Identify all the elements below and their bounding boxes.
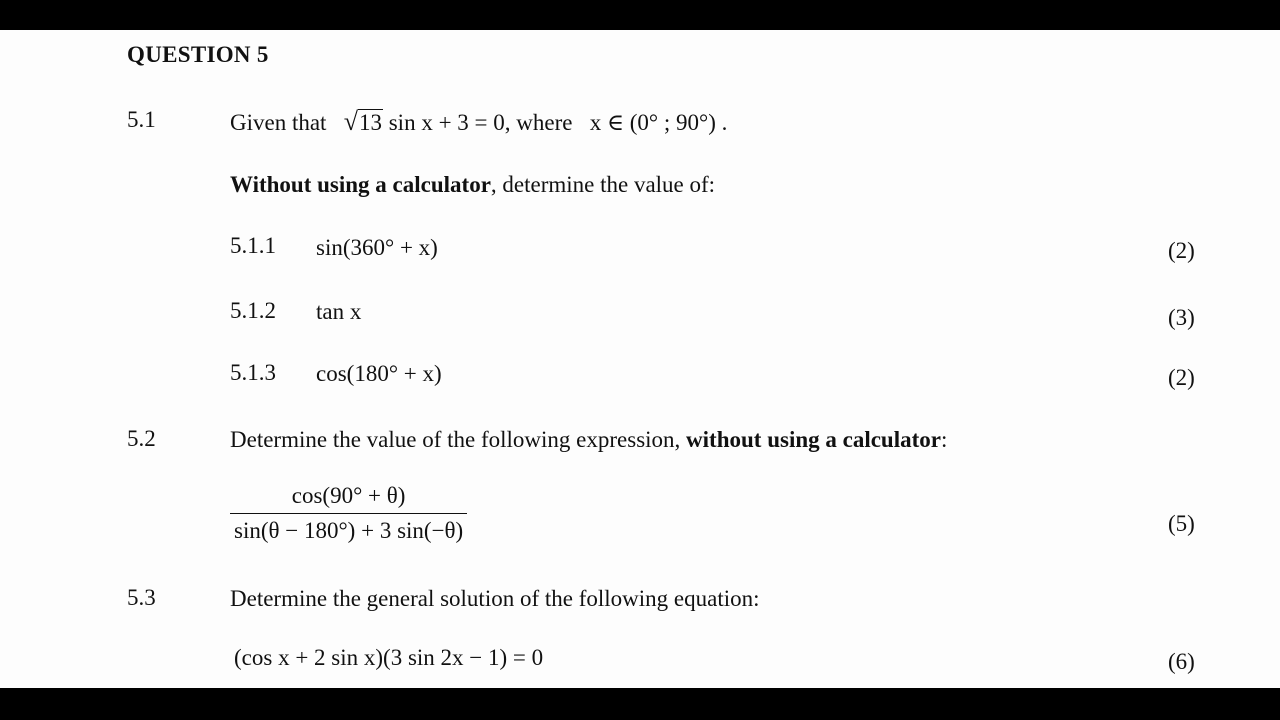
marks-label: (2) [1168, 238, 1195, 263]
marks-label: (3) [1168, 305, 1195, 330]
bottom-black-bar [0, 688, 1280, 720]
question-title: QUESTION 5 [127, 42, 269, 67]
fraction-expression [230, 483, 467, 544]
question-number-5-2: 5.2 [127, 426, 156, 451]
fraction [230, 483, 467, 544]
equation-5-3: (cos x + 2 sin x)(3 sin 2x − 1) = 0 [234, 645, 544, 670]
marks-label: (5) [1168, 511, 1195, 536]
marks-label: (2) [1168, 365, 1195, 390]
subquestion-expression: sin(360° + x) [316, 235, 438, 260]
statement-end: : [940, 427, 948, 452]
domain: x ∈ (0° ; 90°) . [589, 110, 728, 135]
subquestion-expression: cos(180° + x) [316, 361, 442, 386]
top-black-bar [0, 0, 1280, 30]
fraction-numerator: cos(90° + θ) [291, 483, 406, 508]
question-5-2-statement [230, 427, 947, 453]
given-text: Given that [230, 110, 327, 135]
question-5-1-statement [230, 107, 727, 137]
subquestion-number: 5.1.2 [230, 298, 276, 323]
sqrt-icon: √ [343, 107, 358, 136]
question-number-5-3: 5.3 [127, 585, 156, 610]
exam-page [0, 30, 1280, 688]
subquestion-number: 5.1.3 [230, 360, 276, 385]
question-number-5-1: 5.1 [127, 107, 156, 132]
sqrt-expression [344, 107, 383, 137]
statement-text: Determine the value of the following expression, [230, 427, 687, 452]
subquestion-number: 5.1.1 [230, 233, 276, 258]
instruction-5-1 [230, 172, 715, 198]
radicand: 13 [358, 110, 382, 135]
instruction-rest: , determine the value of: [490, 172, 716, 197]
instruction-bold: Without using a calculator [230, 172, 491, 197]
statement-bold: without using a calculator [686, 427, 941, 452]
equation-rest: sin x + 3 = 0, where [388, 110, 573, 135]
marks-label: (6) [1168, 649, 1195, 674]
fraction-denominator: sin(θ − 180°) + 3 sin(−θ) [234, 518, 464, 543]
subquestion-expression: tan x [316, 299, 362, 324]
question-5-3-statement: Determine the general solution of the following equation: [230, 586, 760, 611]
